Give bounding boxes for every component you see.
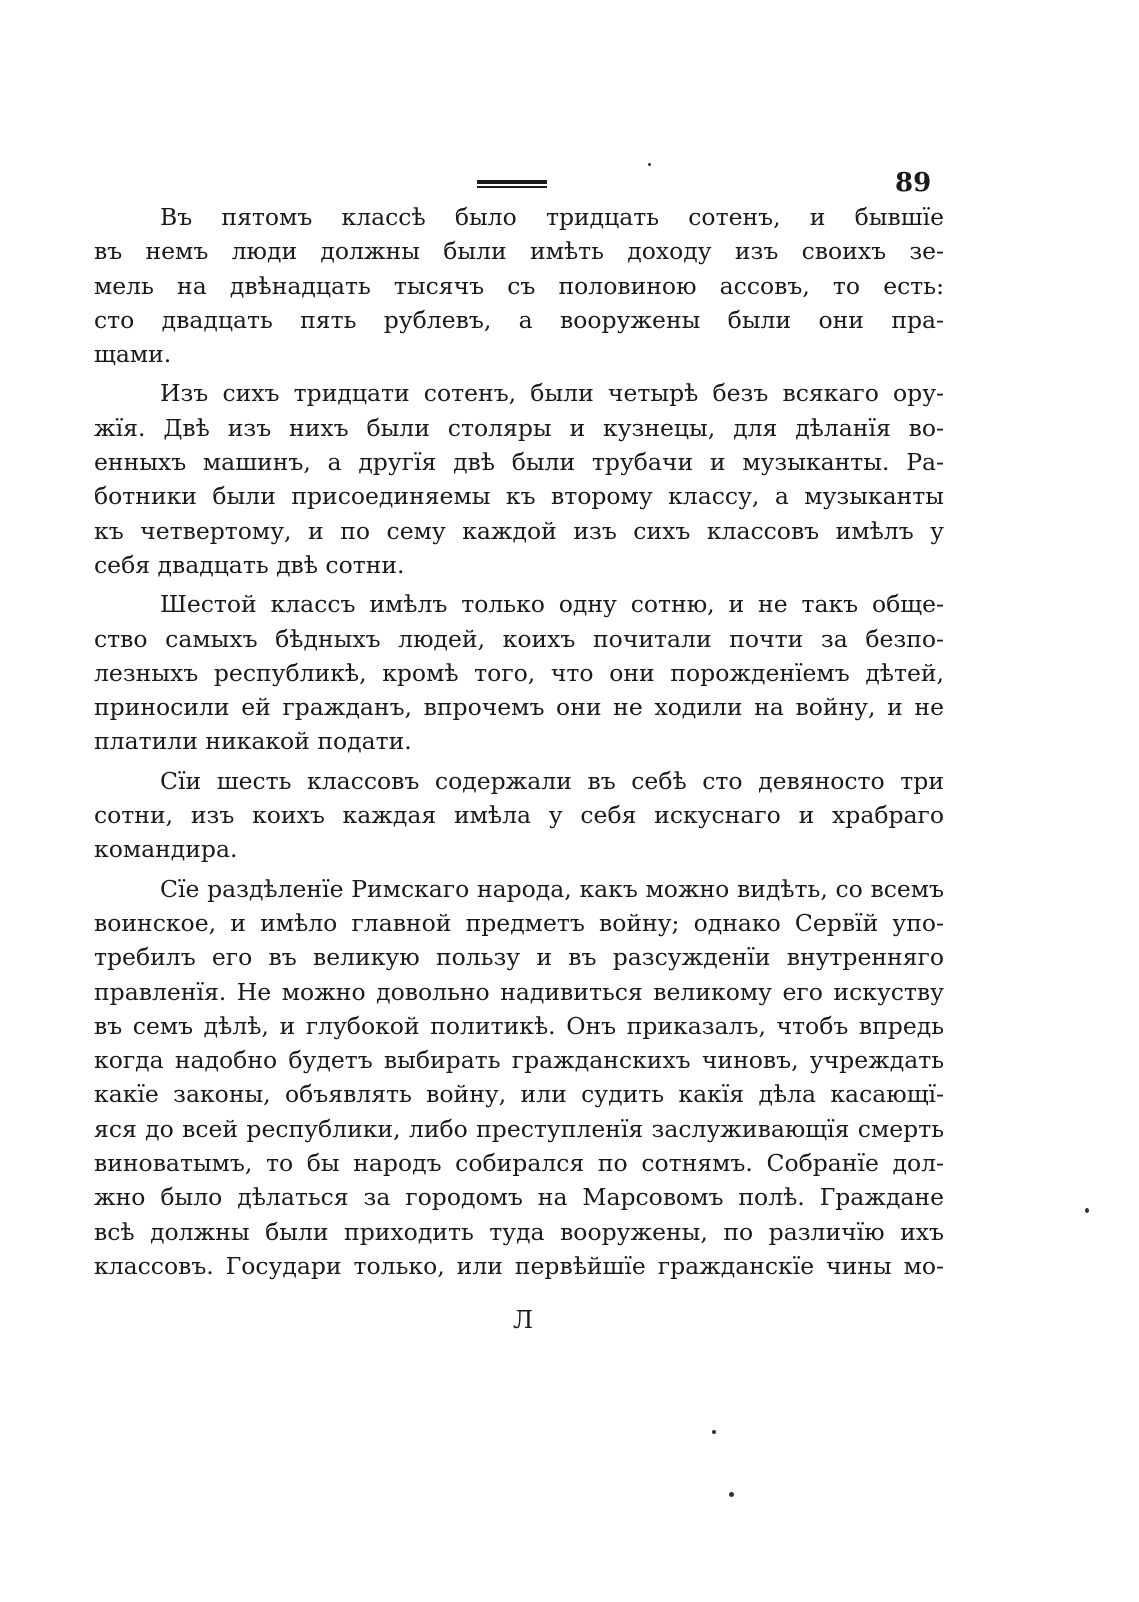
text-line: сто двадцать пять рублевъ, а вооружены были они пра-: [94, 305, 944, 334]
text-line: правленїя. Не можно довольно надивиться великому его искуству: [94, 977, 944, 1006]
catchword: Л: [513, 1306, 534, 1334]
text-line: воинское, и имѣло главной предметъ войну; однако Сервїй упо-: [94, 908, 944, 937]
text-line: Въ пятомъ классѣ было тридцать сотенъ, и бывшїе: [160, 203, 944, 231]
paragraph-2: [94, 376, 944, 582]
text-line: Сїи шесть классовъ содержали въ себѣ сто девяносто три: [160, 766, 944, 795]
paragraph-3: [94, 587, 944, 758]
scan-speck: [729, 1492, 734, 1497]
paragraph-1: [94, 200, 944, 371]
text-line: какїе законы, объявлять войну, или судить какїя дѣла касающї-: [94, 1080, 944, 1109]
scan-speck: [712, 1430, 716, 1434]
text-line: Сїе раздѣленїе Римскаго народа, какъ можно видѣть, со всемъ: [160, 874, 944, 903]
text-line: лезныхъ республикѣ, кромѣ того, что они порожденїемъ дѣтей,: [94, 658, 944, 687]
text-line: командира.: [94, 835, 238, 864]
text-line: ство самыхъ бѣдныхъ людей, коихъ почитали почти за безпо-: [94, 624, 944, 653]
text-line: жно было дѣлаться за городомъ на Марсовомъ полѣ. Граждане: [94, 1183, 944, 1212]
text-line: енныхъ машинъ, а другїя двѣ были трубачи и музыканты. Ра-: [94, 448, 944, 477]
text-line: въ немъ люди должны были имѣть доходу изъ своихъ зе-: [94, 237, 944, 266]
text-line: яся до всей республики, либо преступленїя заслуживающїя смерть: [94, 1114, 944, 1143]
text-line: когда надобно будетъ выбирать гражданскихъ чиновъ, учреждать: [94, 1046, 944, 1075]
text-line: себя двадцать двѣ сотни.: [94, 550, 405, 579]
text-line: къ четвертому, и по сему каждой изъ сихъ классовъ имѣлъ у: [94, 516, 944, 545]
paragraph-4: [94, 764, 944, 867]
text-line: требилъ его въ великую пользу и въ разсужденїи внутренняго: [94, 943, 944, 972]
text-line: сотни, изъ коихъ каждая имѣла у себя искуснаго и храбраго: [94, 801, 944, 830]
text-line: жїя. Двѣ изъ нихъ были столяры и кузнецы, для дѣланїя во-: [94, 413, 944, 442]
text-line: ботники были присоединяемы къ второму классу, а музыканты: [94, 482, 944, 511]
scan-speck: [648, 163, 651, 166]
text-line: классовъ. Государи только, или первѣйшїе гражданскїе чины мо-: [94, 1251, 944, 1280]
text-line: щами.: [94, 340, 172, 369]
header-rule: [477, 179, 547, 189]
page-number: 89: [895, 168, 932, 198]
text-line: въ семъ дѣлѣ, и глубокой политикѣ. Онъ приказалъ, чтобъ впредь: [94, 1011, 944, 1040]
text-line: платили никакой подати.: [94, 727, 412, 756]
text-line: приносили ей гражданъ, впрочемъ они не ходили на войну, и не: [94, 693, 944, 722]
text-line: Изъ сихъ тридцати сотенъ, были четырѣ безъ всякаго ору-: [160, 379, 944, 408]
body-text: [94, 200, 944, 1283]
scan-speck: [1085, 1208, 1089, 1213]
text-line: всѣ должны были приходить туда вооружены, по различїю ихъ: [94, 1217, 944, 1246]
text-line: Шестой классъ имѣлъ только одну сотню, и не такъ обще-: [160, 590, 944, 619]
text-line: мель на двѣнадцать тысячъ съ половиною ассовъ, то есть:: [94, 271, 944, 300]
text-line: виноватымъ, то бы народъ собирался по сотнямъ. Собранїе дол-: [94, 1149, 944, 1178]
paragraph-5: [94, 872, 944, 1284]
